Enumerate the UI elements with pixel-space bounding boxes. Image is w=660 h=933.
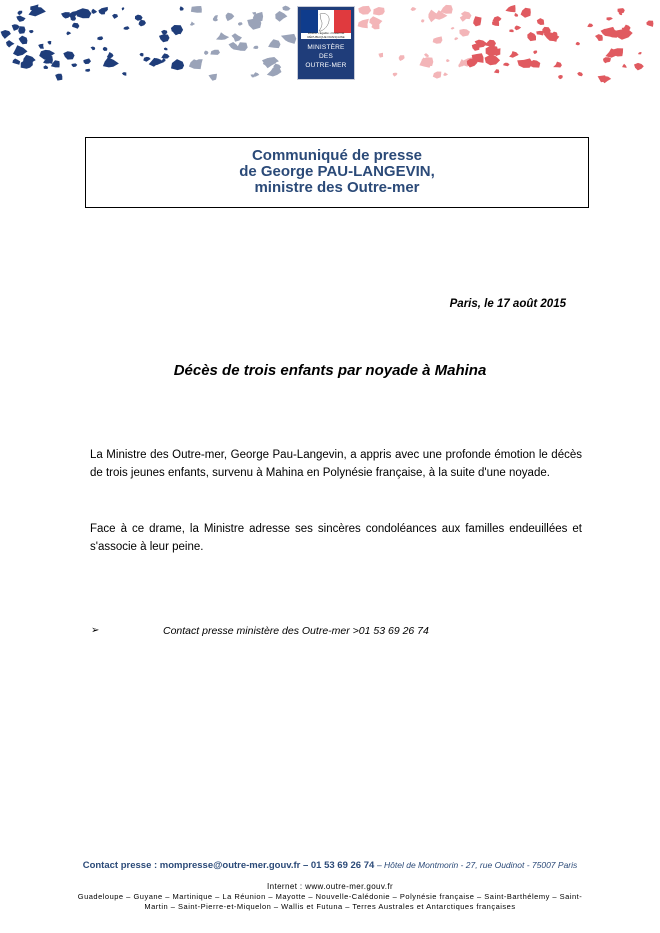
press-contact-line: Contact presse ministère des Outre-mer >01 53 69 26 74: [163, 625, 429, 637]
footer-internet: Internet : www.outre-mer.gouv.fr: [266, 882, 394, 891]
release-date: Paris, le 17 août 2015: [449, 298, 566, 310]
headline: Décès de trois enfants par noyade à Mahina: [173, 362, 487, 379]
arrow-bullet-icon: ➢: [91, 625, 100, 636]
footer-address: – Hôtel de Montmorin - 27, rue Oudinot - 75007 Paris: [376, 860, 578, 870]
footer-press-contact: Contact presse : mompresse@outre-mer.gouv.fr – 01 53 69 26 74: [82, 860, 375, 871]
title-line-1: Communiqué de presse: [251, 147, 423, 164]
title-line-2: de George PAU-LANGEVIN,: [239, 163, 435, 180]
title-line-3: ministre des Outre-mer: [254, 179, 420, 196]
logo-ministry-name: MINISTÈRE DES OUTRE-MER: [305, 44, 347, 69]
logo-motto: Liberté • Égalité • Fraternité RÉPUBLIQUE FRANÇAISE: [307, 31, 345, 39]
paragraph-2: Face à ce drame, la Ministre adresse ses sincères condoléances aux familles endeuillées et s'associe à leur peine.: [90, 523, 582, 553]
marianne-flag-icon: [301, 10, 351, 39]
ministry-logo: [297, 6, 355, 80]
footer-contact: [0, 860, 660, 871]
press-release-title-box: [85, 137, 589, 208]
paragraph-1: La Ministre des Outre-mer, George Pau-Langevin, a appris avec une profonde émotion le décès de trois jeunes enfants, survenu à Mahina en Polynésie française, à la suite d'une noyade.: [90, 449, 582, 479]
footer-territories: Guadeloupe – Guyane – Martinique – La Réunion – Mayotte – Nouvelle-Calédonie – Polynésie française – Saint-Barthélemy – Saint-Martin – Saint-Pierre-et-Miquelon – Wallis et Futuna – Terres Australes et Antarctiques françaises: [77, 892, 583, 911]
